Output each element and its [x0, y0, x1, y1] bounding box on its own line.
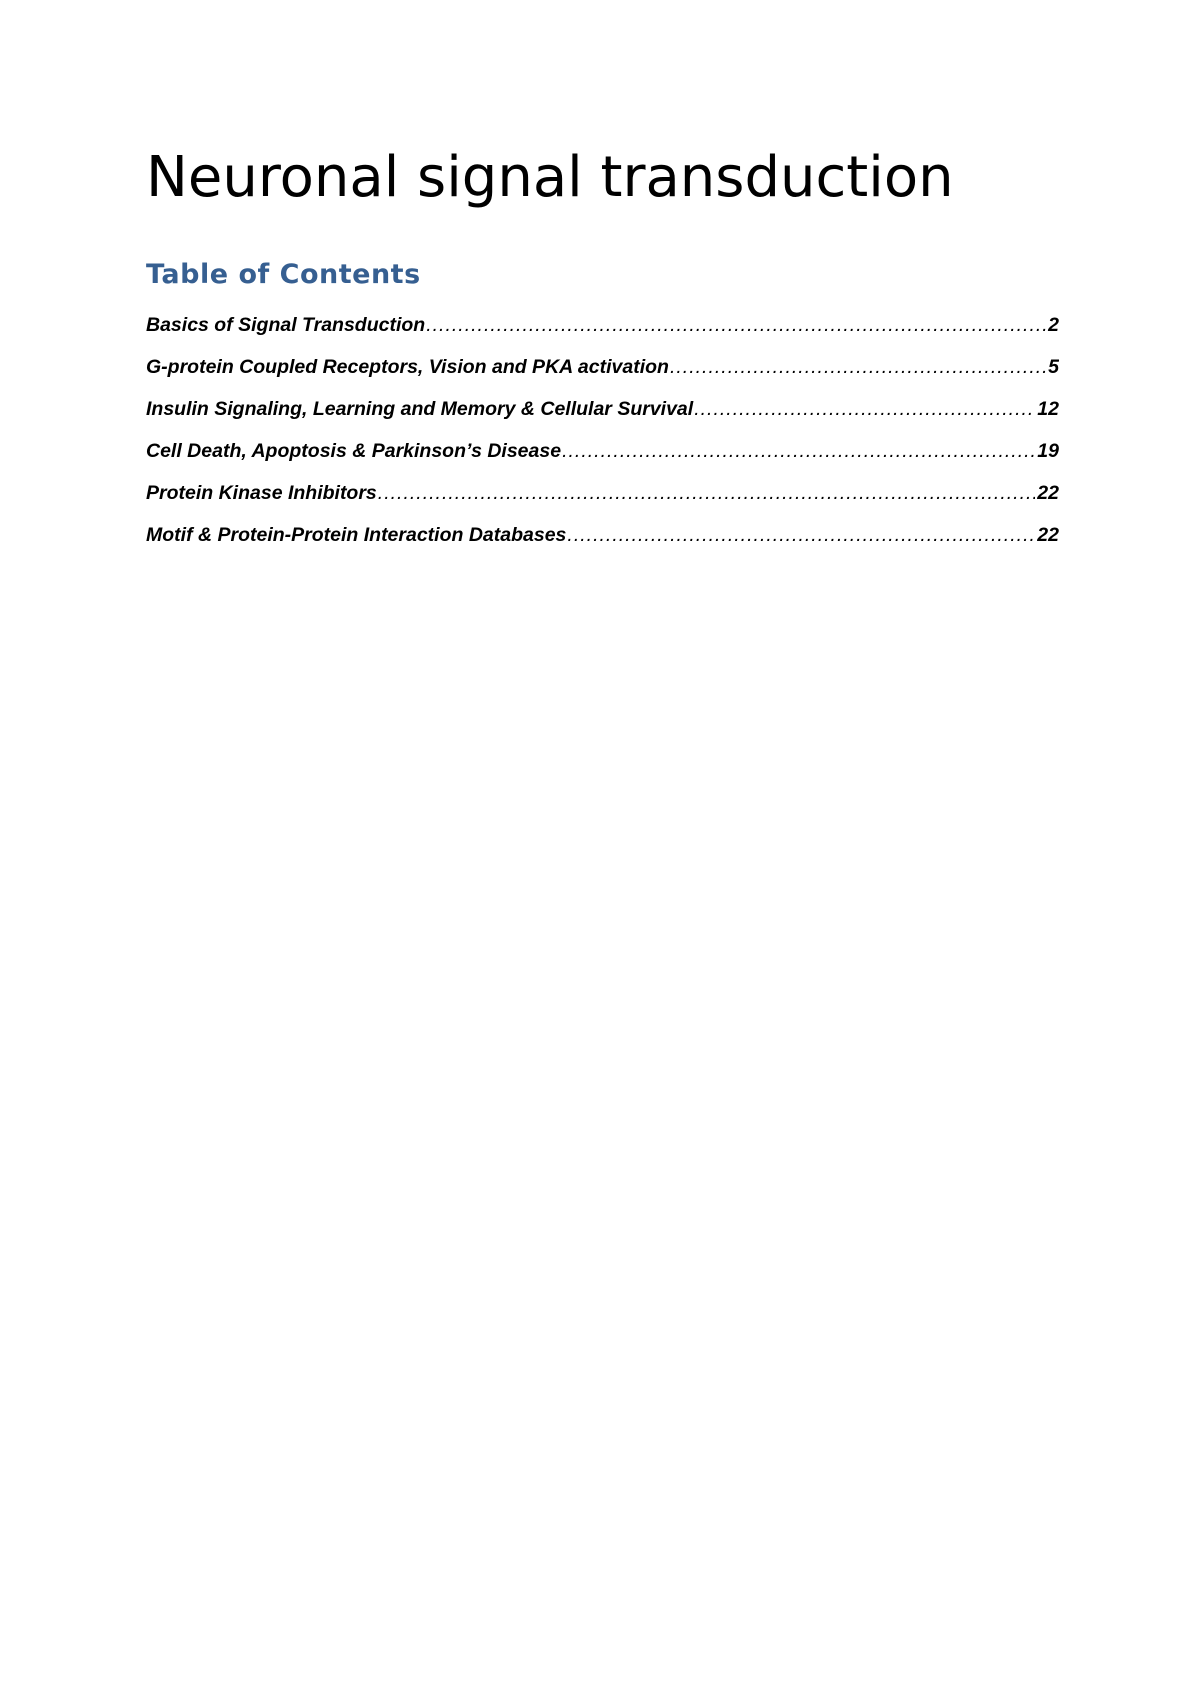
toc-dot-leader	[562, 436, 1035, 466]
toc-dot-leader	[378, 478, 1036, 508]
toc-entry-cell-death-apoptosis[interactable]	[146, 436, 1059, 478]
toc-entry-title: Cell Death, Apoptosis & Parkinson’s Disease	[146, 440, 562, 462]
toc-dot-leader	[426, 310, 1046, 340]
toc-entry-title: Protein Kinase Inhibitors	[146, 482, 377, 504]
toc-entry-page-number: 19	[1037, 440, 1059, 462]
toc-entry-title: Basics of Signal Transduction	[146, 314, 426, 336]
toc-entry-protein-kinase-inhibitors[interactable]	[146, 478, 1059, 520]
toc-entry-g-protein-coupled-receptors[interactable]	[146, 352, 1059, 394]
toc-entry-title: Insulin Signaling, Learning and Memory & Cellular Survival	[146, 398, 694, 420]
toc-entry-title: Motif & Protein-Protein Interaction Databases	[146, 524, 567, 546]
toc-entry-page-number: 22	[1037, 482, 1059, 504]
toc-entry-page-number: 5	[1048, 356, 1059, 378]
toc-entry-page-number: 22	[1037, 524, 1059, 546]
toc-entry-motif-databases[interactable]	[146, 520, 1059, 562]
toc-entry-page-number: 12	[1037, 398, 1059, 420]
toc-dot-leader	[670, 352, 1046, 382]
toc-entry-insulin-signaling[interactable]	[146, 394, 1059, 436]
toc-dot-leader	[694, 394, 1035, 424]
toc-entry-page-number: 2	[1048, 314, 1059, 336]
document-title: Neuronal signal transduction	[146, 145, 954, 210]
toc-entry-title: G-protein Coupled Receptors, Vision and PKA activation	[146, 356, 669, 378]
toc-heading: Table of Contents	[146, 259, 421, 290]
toc-entry-basics-of-signal-transduction[interactable]	[146, 310, 1059, 352]
toc-dot-leader	[567, 520, 1035, 550]
table-of-contents	[146, 310, 1059, 562]
